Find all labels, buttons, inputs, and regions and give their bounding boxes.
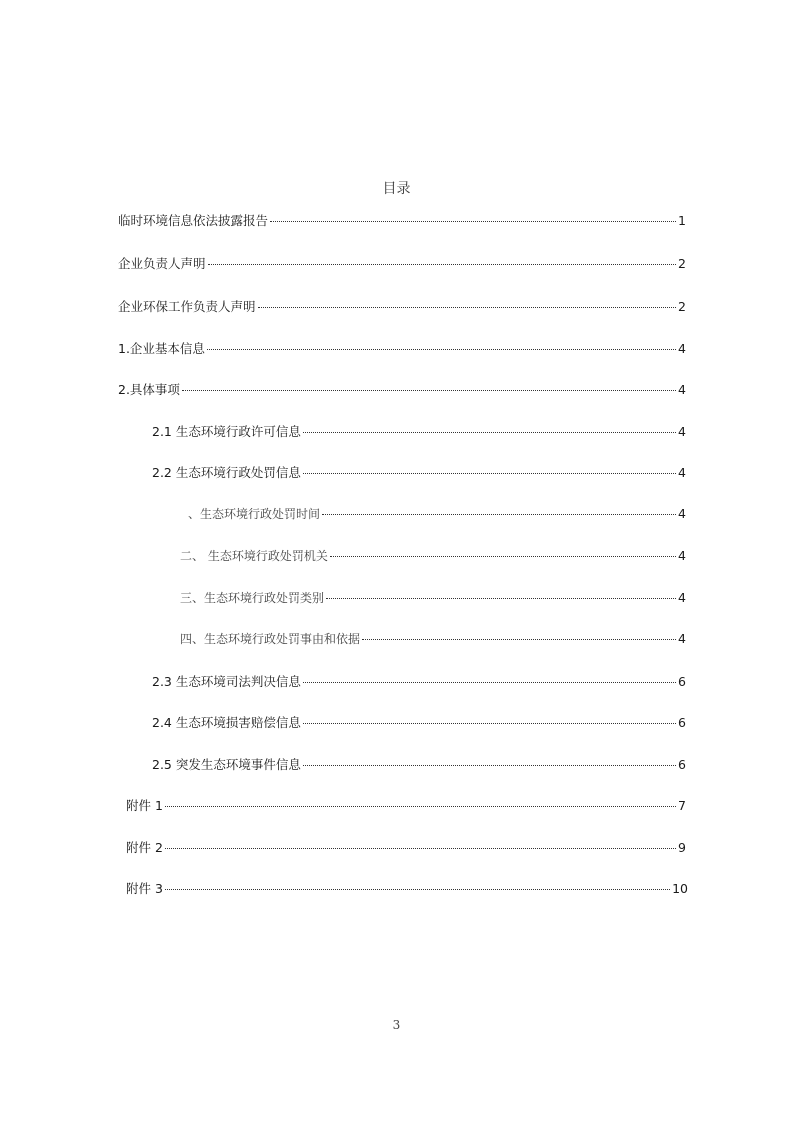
toc-leader bbox=[330, 556, 676, 557]
toc-leader bbox=[270, 221, 676, 222]
toc-entry[interactable] bbox=[152, 713, 686, 733]
toc-entry-label: 2.5 突发生态环境事件信息 bbox=[152, 757, 301, 772]
toc-entry-page: 4 bbox=[678, 506, 686, 521]
toc-leader bbox=[362, 639, 676, 640]
toc-entry[interactable] bbox=[118, 380, 686, 400]
toc-entry-label: 二、 生态环境行政处罚机关 bbox=[180, 549, 328, 563]
toc-entry-page: 6 bbox=[678, 757, 686, 772]
toc-entry-page: 4 bbox=[678, 382, 686, 397]
toc-entry[interactable] bbox=[126, 796, 686, 816]
toc-entry-page: 2 bbox=[678, 256, 686, 271]
toc-leader bbox=[165, 848, 676, 849]
toc-entry-page: 6 bbox=[678, 674, 686, 689]
toc-entry[interactable] bbox=[126, 838, 686, 858]
toc-entry-label: 临时环境信息依法披露报告 bbox=[118, 213, 269, 228]
toc-entry-page: 4 bbox=[678, 631, 686, 646]
toc-entry-label: 附件 3 bbox=[126, 881, 163, 896]
toc-entry[interactable] bbox=[152, 463, 686, 483]
toc-entry[interactable] bbox=[152, 755, 686, 775]
toc-leader bbox=[182, 390, 676, 391]
toc-leader bbox=[322, 514, 676, 515]
toc-entry-page: 10 bbox=[672, 881, 688, 896]
toc-entry-page: 4 bbox=[678, 548, 686, 563]
toc-entry[interactable] bbox=[180, 547, 686, 567]
toc-entry-page: 7 bbox=[678, 798, 686, 813]
toc-entry-page: 4 bbox=[678, 341, 686, 356]
toc-entry[interactable] bbox=[152, 672, 686, 692]
toc-entry-label: 附件 1 bbox=[126, 798, 163, 813]
toc-entry[interactable] bbox=[180, 630, 686, 650]
toc-entry-label: 、生态环境行政处罚时间 bbox=[188, 507, 321, 521]
toc-entry[interactable] bbox=[118, 339, 686, 359]
page-number: 3 bbox=[392, 1018, 401, 1032]
toc-entry[interactable] bbox=[126, 879, 688, 899]
toc-entry[interactable] bbox=[188, 505, 686, 525]
toc-entry-label: 2.1 生态环境行政许可信息 bbox=[152, 424, 301, 439]
toc-leader bbox=[303, 765, 676, 766]
toc-entry-label: 2.4 生态环境损害赔偿信息 bbox=[152, 715, 301, 730]
toc-entry-page: 4 bbox=[678, 424, 686, 439]
toc-entry-label: 三、生态环境行政处罚类别 bbox=[180, 591, 325, 605]
toc-entry-page: 6 bbox=[678, 715, 686, 730]
toc-entry[interactable] bbox=[118, 211, 686, 231]
toc-entry[interactable] bbox=[152, 422, 686, 442]
toc-leader bbox=[326, 598, 676, 599]
toc-entry[interactable] bbox=[118, 254, 686, 274]
toc-leader bbox=[303, 473, 676, 474]
toc-entry-label: 企业负责人声明 bbox=[118, 256, 206, 271]
toc-entry-page: 9 bbox=[678, 840, 686, 855]
toc-leader bbox=[258, 307, 677, 308]
toc-entry-label: 2.3 生态环境司法判决信息 bbox=[152, 674, 301, 689]
toc-title: 目录 bbox=[382, 181, 411, 197]
toc-entry-label: 附件 2 bbox=[126, 840, 163, 855]
toc-entry-label: 1.企业基本信息 bbox=[118, 341, 205, 356]
toc-entry-page: 1 bbox=[678, 213, 686, 228]
toc-leader bbox=[303, 723, 676, 724]
toc-leader bbox=[165, 806, 676, 807]
toc-entry-label: 四、生态环境行政处罚事由和依据 bbox=[180, 632, 361, 646]
toc-leader bbox=[208, 264, 677, 265]
toc-entry-label: 2.2 生态环境行政处罚信息 bbox=[152, 465, 301, 480]
toc-leader bbox=[165, 889, 670, 890]
toc-entry-page: 4 bbox=[678, 465, 686, 480]
toc-entry-label: 企业环保工作负责人声明 bbox=[118, 299, 256, 314]
toc-leader bbox=[207, 349, 676, 350]
toc-entry[interactable] bbox=[118, 297, 686, 317]
toc-leader bbox=[303, 682, 676, 683]
toc-leader bbox=[303, 432, 676, 433]
toc-entry[interactable] bbox=[180, 589, 686, 609]
toc-entry-page: 2 bbox=[678, 299, 686, 314]
toc-entry-page: 4 bbox=[678, 590, 686, 605]
toc-entry-label: 2.具体事项 bbox=[118, 382, 180, 397]
